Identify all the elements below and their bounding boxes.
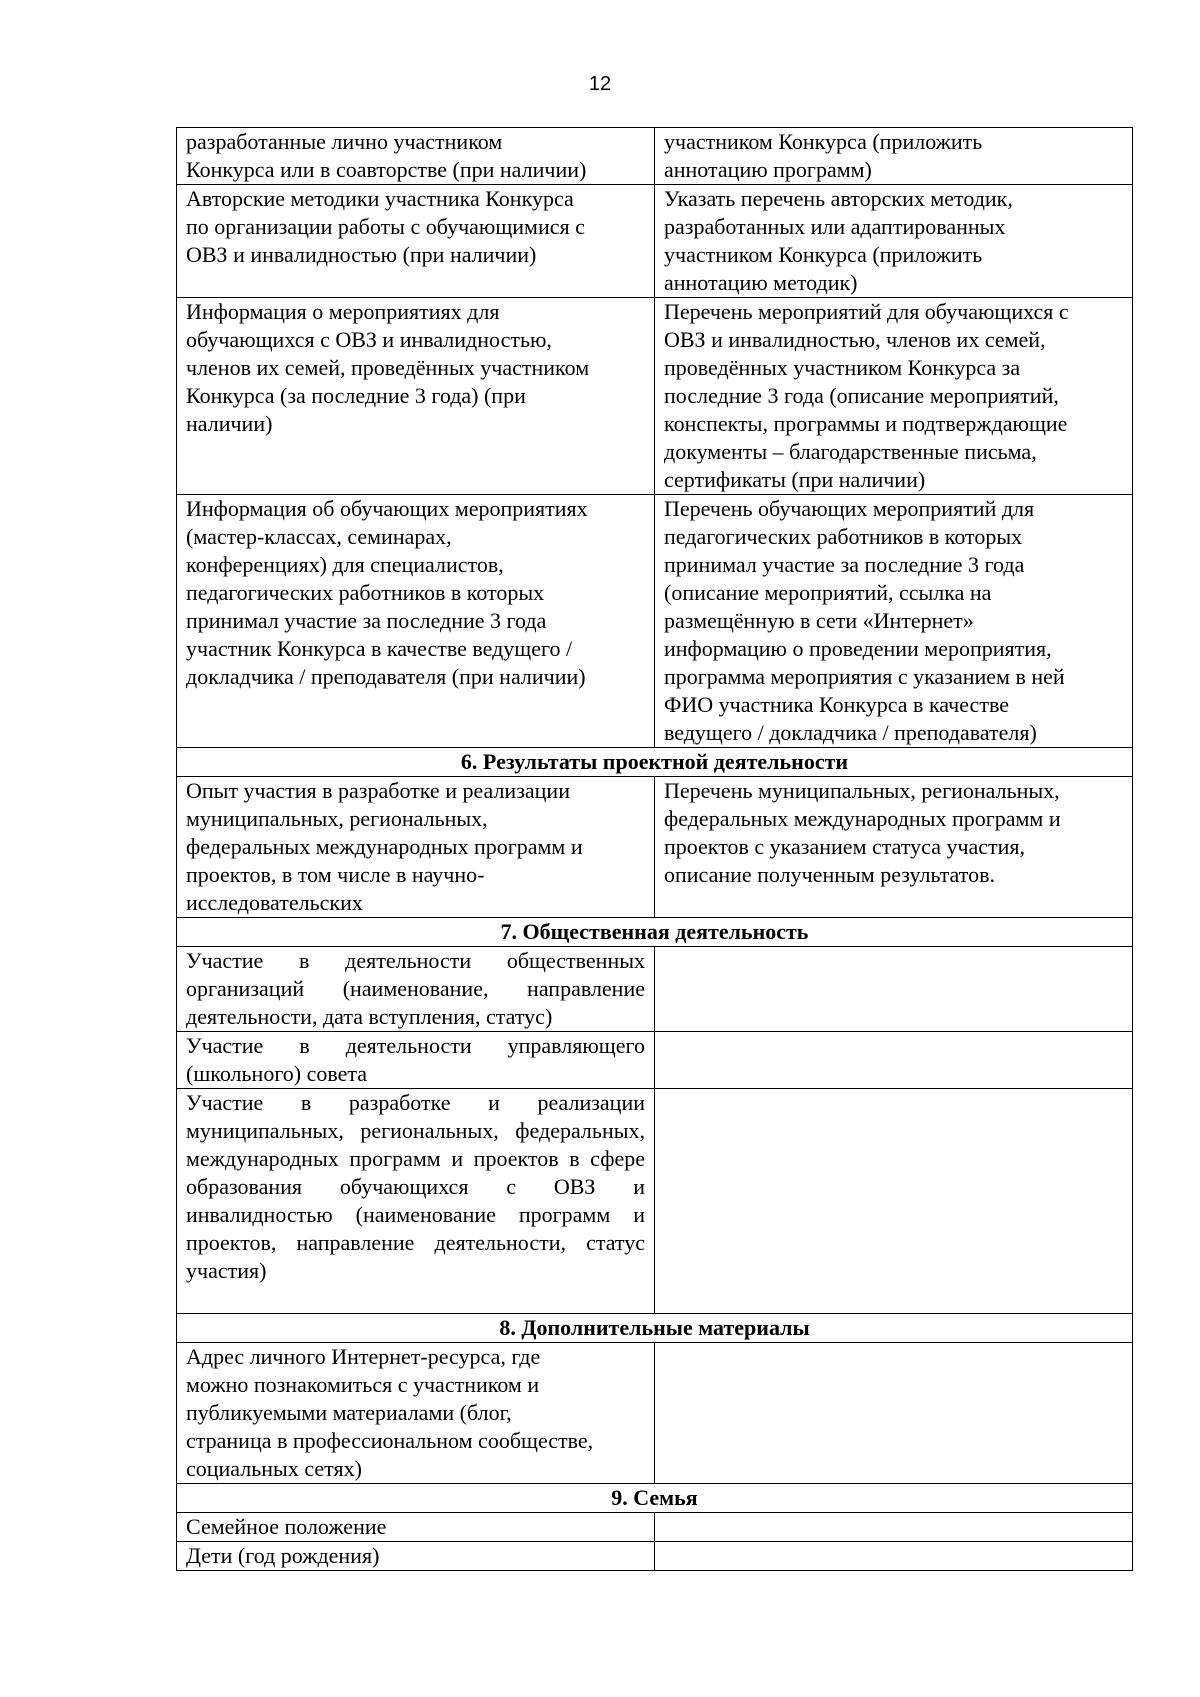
row-label: Информация об обучающих мероприятиях (мастер-классах, семинарах, конференциях) для специалистов, педагогических работников в которых принимал участие за последние 3 года участник Конкурса в качестве ведущего / докладчика / преподавателя (при наличии) — [177, 495, 655, 748]
section-title-family: 9. Семья — [177, 1484, 1133, 1513]
row-description: Перечень мероприятий для обучающихся с ОВЗ и инвалидностью, членов их семей, проведённых участником Конкурса за последние 3 года (описание мероприятий, конспекты, программы и подтверждающие документы – благодарственные письма, сертификаты (при наличии) — [655, 298, 1133, 495]
table-row — [177, 128, 1133, 185]
table-row — [177, 495, 1133, 748]
row-value — [655, 947, 1133, 1032]
row-label: разработанные лично участником Конкурса или в соавторстве (при наличии) — [177, 128, 655, 185]
section-title-additional-materials: 8. Дополнительные материалы — [177, 1314, 1133, 1343]
row-label: Участие в деятельности общественных организаций (наименование, направление деятельности, дата вступления, статус) — [177, 947, 655, 1032]
table-row — [177, 298, 1133, 495]
row-description: Перечень обучающих мероприятий для педагогических работников в которых принимал участие за последние 3 года (описание мероприятий, ссылка на размещённую в сети «Интернет» информацию о проведении мероприятия, программа мероприятия с указанием в ней ФИО участника Конкурса в качестве ведущего / докладчика / преподавателя) — [655, 495, 1133, 748]
row-value — [655, 1513, 1133, 1542]
questionnaire-table — [176, 127, 1133, 1571]
section-header-row — [177, 1484, 1133, 1513]
row-value — [655, 1032, 1133, 1089]
row-label: Информация о мероприятиях для обучающихся с ОВЗ и инвалидностью, членов их семей, проведённых участником Конкурса (за последние 3 года) (при наличии) — [177, 298, 655, 495]
row-label: Участие в разработке и реализации муниципальных, региональных, федеральных, международных программ и проектов в сфере образования обучающихся с ОВЗ и инвалидностью (наименование программ и проектов, направление деятельности, статус участия) — [177, 1089, 655, 1314]
row-value — [655, 1343, 1133, 1484]
section-header-row — [177, 918, 1133, 947]
row-label: Семейное положение — [177, 1513, 655, 1542]
row-label: Участие в деятельности управляющего (школьного) совета — [177, 1032, 655, 1089]
table-row — [177, 947, 1133, 1032]
row-value — [655, 1542, 1133, 1571]
section-title-public-activity: 7. Общественная деятельность — [177, 918, 1133, 947]
row-label: Авторские методики участника Конкурса по организации работы с обучающимися с ОВЗ и инвалидностью (при наличии) — [177, 185, 655, 298]
row-value — [655, 1089, 1133, 1314]
table-row — [177, 1032, 1133, 1089]
row-label: Адрес личного Интернет-ресурса, где можно познакомиться с участником и публикуемыми материалами (блог, страница в профессиональном сообществе, социальных сетях) — [177, 1343, 655, 1484]
section-header-row — [177, 1314, 1133, 1343]
table-row — [177, 1089, 1133, 1314]
section-header-row — [177, 748, 1133, 777]
table-row — [177, 185, 1133, 298]
page-number: 12 — [588, 73, 612, 95]
row-label: Дети (год рождения) — [177, 1542, 655, 1571]
table-row — [177, 1542, 1133, 1571]
row-description: Перечень муниципальных, региональных, федеральных международных программ и проектов с указанием статуса участия, описание полученным результатов. — [655, 777, 1133, 918]
table-row — [177, 1343, 1133, 1484]
table-row — [177, 777, 1133, 918]
row-description: Указать перечень авторских методик, разработанных или адаптированных участником Конкурса (приложить аннотацию методик) — [655, 185, 1133, 298]
section-title-projects: 6. Результаты проектной деятельности — [177, 748, 1133, 777]
row-description: участником Конкурса (приложить аннотацию программ) — [655, 128, 1133, 185]
row-label: Опыт участия в разработке и реализации муниципальных, региональных, федеральных международных программ и проектов, в том числе в научно- исследовательских — [177, 777, 655, 918]
table-row — [177, 1513, 1133, 1542]
